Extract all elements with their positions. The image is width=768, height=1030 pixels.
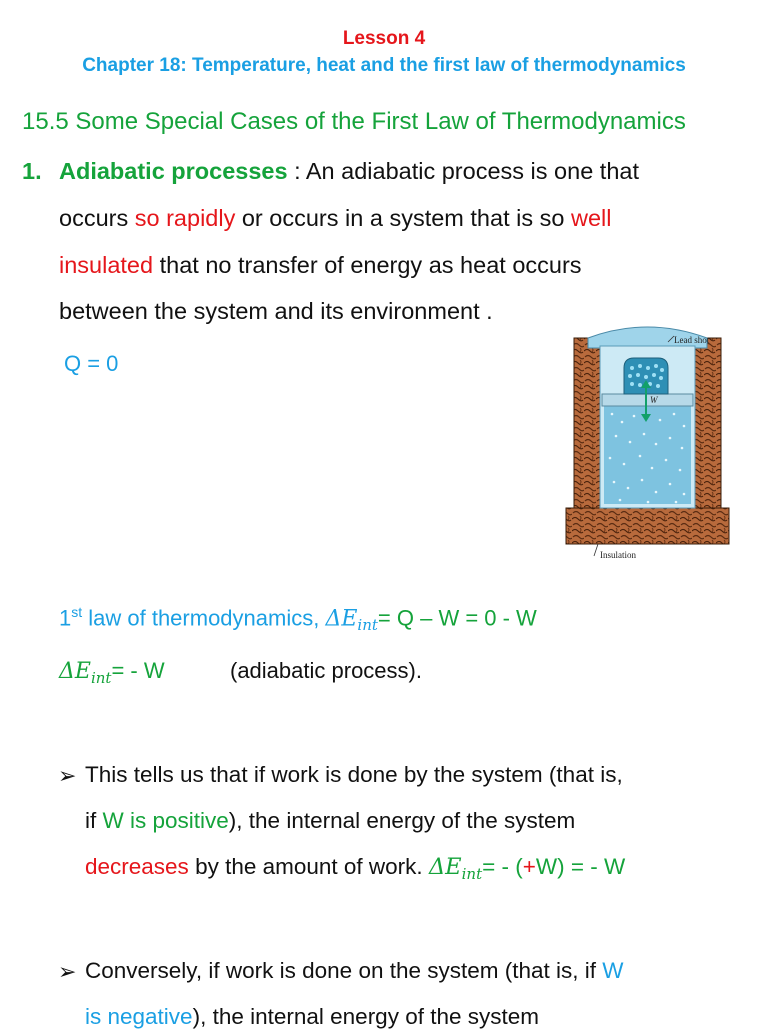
- item1-line2: [59, 205, 611, 232]
- well-text: well: [570, 205, 612, 231]
- item1-line1: [59, 158, 639, 185]
- bullet2-line1-a: Conversely, if work is done on the system (that is, if: [85, 958, 603, 983]
- first-law-sub: int: [357, 616, 378, 635]
- item1-line2-a: occurs: [59, 205, 135, 231]
- bullet1-line1: This tells us that if work is done by the system (that is,: [85, 762, 623, 787]
- first-law-line: [59, 604, 537, 635]
- bullet1-line2-c: ), the internal energy of the system: [228, 808, 576, 833]
- item1-line3-b: that no transfer of energy as heat occurs: [153, 252, 582, 278]
- first-law-sup: st: [71, 604, 83, 620]
- insulation-label: Insulation: [600, 550, 636, 560]
- adiabatic-eq: = - W: [111, 658, 165, 683]
- chapter-title: Chapter 18: Temperature, heat and the first law of thermodynamics: [82, 55, 686, 76]
- q-equation: Q = 0: [64, 351, 119, 376]
- lead-shot-label: Lead shot: [674, 335, 710, 345]
- bullet1-eq1: = - (: [482, 854, 523, 879]
- adiabatic-sub: int: [90, 669, 112, 687]
- adiabatic-equation-line: [59, 658, 165, 687]
- bullet1-delta: ΔE: [428, 854, 462, 880]
- bullet1-line3-b: by the amount of work.: [188, 854, 429, 879]
- decreases-text: decreases: [85, 854, 189, 879]
- item1-line4: between the system and its environment .: [59, 298, 493, 324]
- bullet-arrow-icon: ➢: [58, 959, 77, 984]
- first-law-text: law of thermodynamics,: [82, 605, 326, 631]
- plus-sign: +: [522, 854, 536, 879]
- insulated-text: insulated: [59, 252, 154, 278]
- lesson-title: Lesson 4: [342, 28, 426, 49]
- so-rapidly-text: so rapidly: [134, 205, 236, 231]
- item1-line1-text: : An adiabatic process is one that: [287, 158, 639, 184]
- first-law-equation: = Q – W = 0 - W: [377, 605, 537, 631]
- w-text: W: [602, 958, 624, 983]
- bullet1-line3: [85, 854, 626, 883]
- item-number: 1.: [22, 158, 42, 184]
- bullet2-line1: [85, 958, 624, 984]
- w-positive-text: W is positive: [102, 808, 229, 833]
- adiabatic-delta: ΔE: [59, 659, 91, 684]
- adiabatic-cylinder-figure: [560, 318, 735, 566]
- bullet2-line2-b: ), the internal energy of the system: [192, 1004, 539, 1029]
- is-negative-text: is negative: [85, 1004, 193, 1029]
- section-title: 15.5 Some Special Cases of the First Law of Thermodynamics: [22, 108, 686, 135]
- bullet1-eq2: W) = - W: [535, 854, 626, 879]
- bullet1-line2: [85, 808, 575, 834]
- adiabatic-term: Adiabatic processes: [59, 158, 288, 184]
- w-label: W: [650, 395, 658, 405]
- bullet1-sub: int: [461, 865, 483, 883]
- first-law-delta: ΔE: [325, 606, 358, 632]
- adiabatic-note: (adiabatic process).: [230, 658, 422, 683]
- item1-line3: [59, 252, 582, 279]
- item1-line2-c: or occurs in a system that is so: [235, 205, 571, 231]
- bullet-arrow-icon: ➢: [58, 763, 77, 788]
- bullet2-line2: [85, 1004, 539, 1030]
- first-law-num: 1: [59, 605, 72, 631]
- bullet1-line2-a: if: [85, 808, 103, 833]
